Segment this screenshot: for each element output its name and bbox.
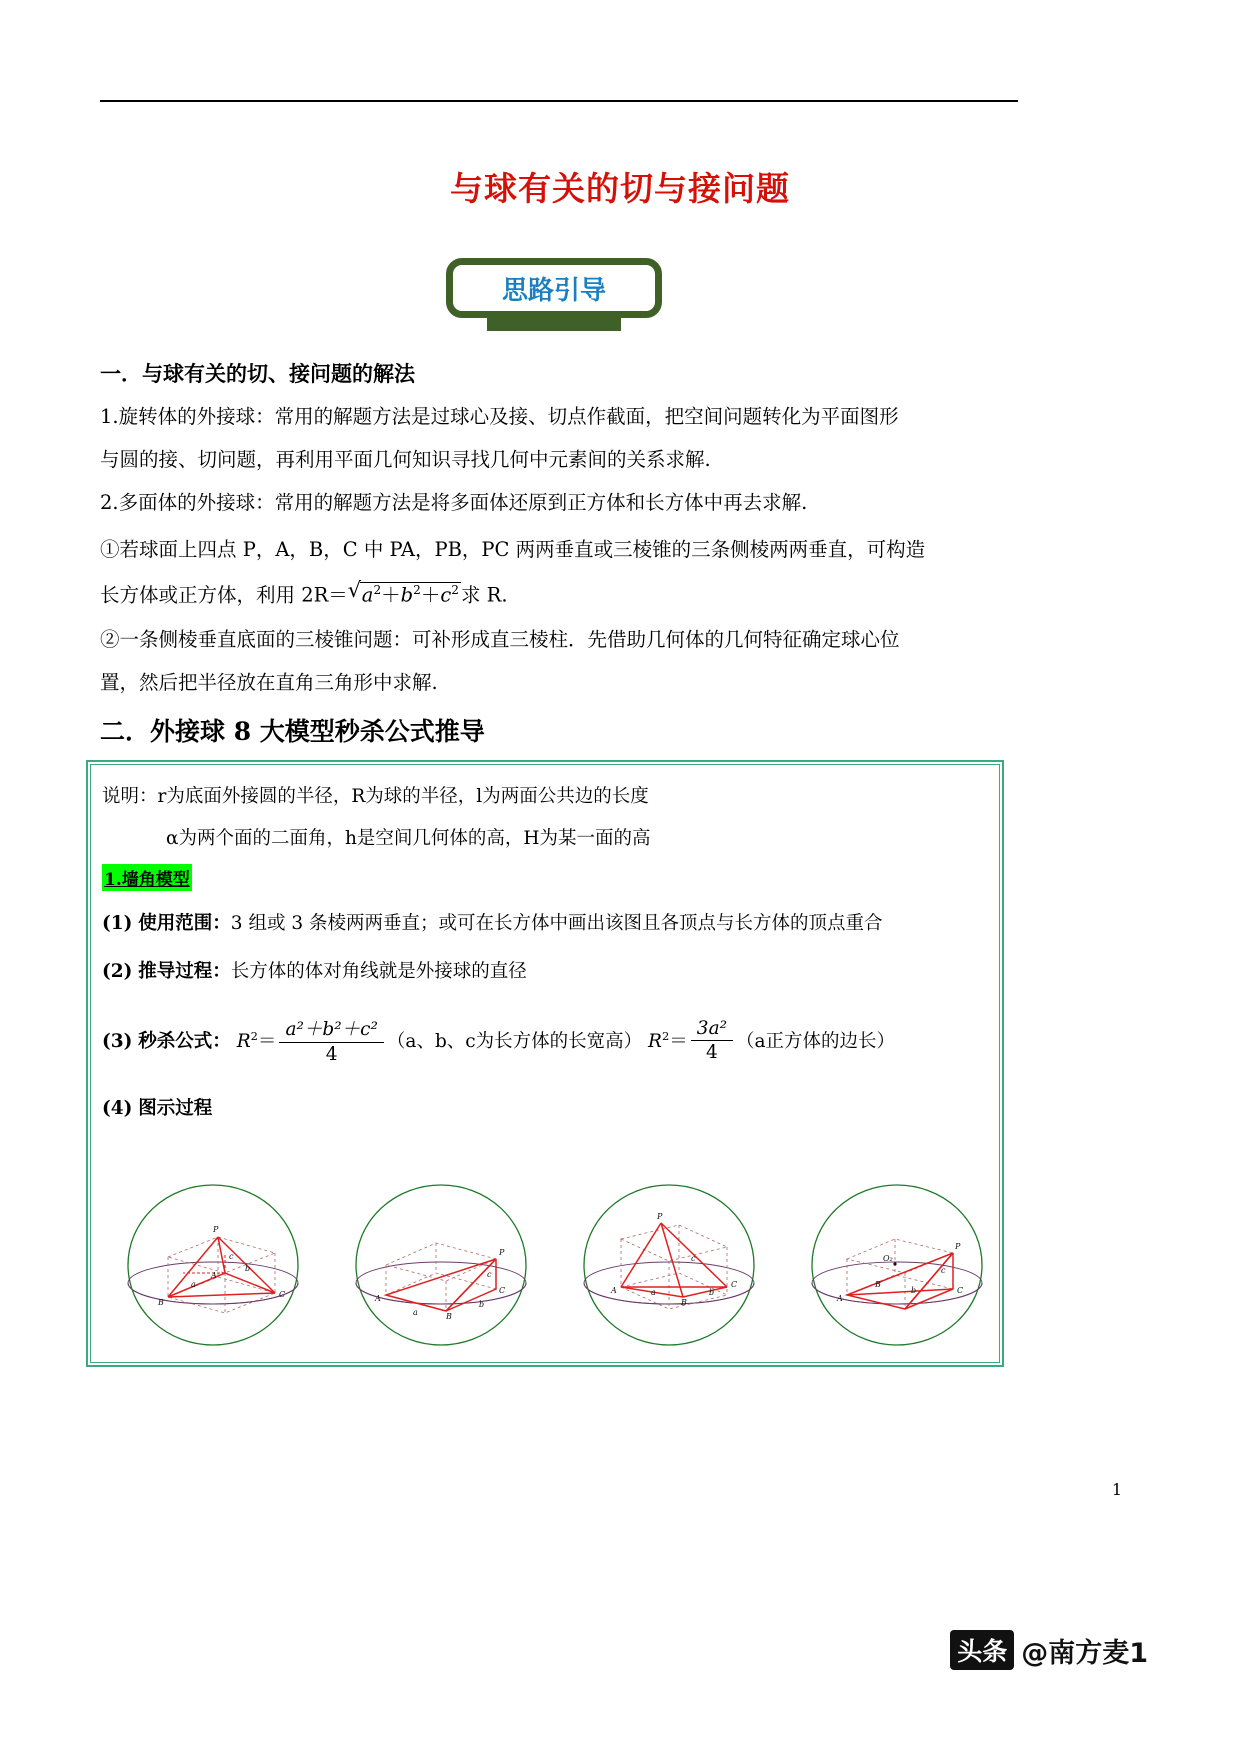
header-rule (100, 100, 1018, 102)
formula3-eq-1: ＝ (257, 1031, 277, 1052)
label-c: c (691, 1254, 696, 1263)
diagram-1 (128, 1185, 298, 1345)
panel-item-3 (102, 1017, 895, 1067)
formula3-lhs-2: R (648, 1031, 662, 1052)
section-one-heading: 一．与球有关的切、接问题的解法 (100, 361, 415, 386)
formula3-lhs1-exp: 2 (250, 1028, 258, 1043)
item-2-num: (2) (102, 961, 133, 982)
label-P: P (955, 1242, 961, 1251)
section-badge (446, 258, 666, 336)
section-two-heading: 二．外接球 8 大模型秒杀公式推导 (100, 717, 485, 746)
formula-line-2R (100, 582, 1020, 605)
formula3-lhs-1: R (236, 1031, 251, 1052)
label-C: C (731, 1280, 738, 1289)
radicand-a: a (361, 583, 374, 607)
label-C: C (279, 1290, 286, 1299)
label-B: B (158, 1298, 164, 1307)
label-A: A (611, 1286, 617, 1295)
radicand: $a^2+b^2+c^2$ (361, 583, 459, 607)
paragraph-4: ①若球面上四点 P，A，B，C 中 PA，PB，PC 两两垂直或三棱锥的三条侧棱两两垂直，可构造 (100, 538, 926, 561)
label-B: B (875, 1280, 881, 1289)
paragraph-6: 置，然后把半径放在直角三角形中求解. (100, 671, 438, 694)
page-number: 1 (1111, 1480, 1122, 1499)
formula3-num-1: a²＋b²＋c² (279, 1015, 383, 1043)
formula-prefix: 长方体或正方体，利用 2R＝ (100, 583, 348, 607)
radicand-c: c (440, 583, 452, 607)
watermark-logo: 头条 (950, 1630, 1014, 1670)
item-2-body: 长方体的体对角线就是外接球的直径 (230, 961, 527, 982)
label-A: A (211, 1271, 217, 1280)
paragraph-3: 2.多面体的外接球：常用的解题方法是将多面体还原到正方体和长方体中再去求解. (100, 491, 808, 514)
label-b: b (911, 1286, 917, 1295)
label-A: A (375, 1294, 381, 1303)
label-a: a (413, 1308, 418, 1317)
label-c: c (941, 1266, 946, 1275)
diagram-2 (356, 1185, 526, 1345)
watermark-text: @南方麦1 (1021, 1637, 1148, 1669)
item-3-title: 秒杀公式： (138, 1031, 231, 1052)
paragraph-5: ②一条侧棱垂直底面的三棱锥问题：可补形成直三棱柱．先借助几何体的几何特征确定球心位 (100, 628, 900, 651)
sqrt-symbol (348, 582, 461, 605)
formula-panel (86, 760, 1004, 1367)
label-b: b (245, 1264, 251, 1273)
exp-a: 2 (373, 583, 382, 597)
formula3-den-2: 4 (706, 1041, 718, 1063)
radicand-b: b (400, 583, 414, 607)
model-label-highlight: 1.墙角模型 (102, 864, 192, 891)
formula3-num-2: 3a² (691, 1018, 733, 1041)
page-title: 与球有关的切与接问题 (450, 169, 790, 208)
diagram-svg (108, 1177, 986, 1352)
item-1-num: (1) (102, 913, 133, 934)
item-4-num: (4) (102, 1098, 133, 1119)
label-c: c (487, 1270, 492, 1279)
panel-note-line-1: 说明：r为底面外接圆的半径，R为球的半径，l为两面公共边的长度 (102, 786, 649, 807)
exp-c: 2 (451, 583, 459, 597)
panel-item-4 (102, 1094, 212, 1120)
formula3-note-1: （a、b、c为长方体的长宽高） (386, 1031, 643, 1052)
item-3-num: (3) (102, 1031, 133, 1052)
formula3-fraction-1 (279, 1015, 383, 1065)
badge-underbar (487, 315, 621, 331)
label-B: B (446, 1312, 452, 1321)
paragraph-2: 与圆的接、切问题，再利用平面几何知识寻找几何中元素间的关系求解. (100, 448, 711, 471)
panel-item-2 (102, 957, 527, 983)
panel-note-line-2: α为两个面的二面角，h是空间几何体的高，H为某一面的高 (166, 828, 651, 849)
label-b: b (709, 1288, 715, 1297)
label-P: P (213, 1225, 219, 1234)
diagram-strip (108, 1177, 986, 1352)
label-a: a (651, 1288, 656, 1297)
label-b: b (479, 1300, 485, 1309)
item-4-title: 图示过程 (138, 1098, 213, 1119)
badge-label: 思路引导 (501, 275, 606, 306)
formula3-eq-2: ＝ (669, 1031, 688, 1052)
item-1-title: 使用范围： (138, 913, 231, 934)
paragraph-1: 1.旋转体的外接球：常用的解题方法是过球心及接、切点作截面，把空间问题转化为平面图形 (100, 405, 899, 428)
formula3-lhs2-exp: 2 (661, 1028, 670, 1043)
label-P: P (499, 1248, 505, 1257)
panel-item-1 (102, 909, 882, 935)
item-2-title: 推导过程： (138, 961, 231, 982)
item-1-body: 3 组或 3 条棱两两垂直；或可在长方体中画出该图且各顶点与长方体的顶点重合 (230, 913, 883, 934)
formula3-den-1: 4 (325, 1044, 338, 1065)
formula3-note-2: （a正方体的边长） (736, 1031, 896, 1052)
label-c: c (229, 1252, 234, 1261)
label-C: C (499, 1286, 506, 1295)
formula3-fraction-2 (691, 1018, 733, 1063)
watermark (950, 1630, 1148, 1670)
formula-suffix: 求 R. (460, 583, 508, 607)
label-A: A (837, 1294, 843, 1303)
diagram-4 (812, 1185, 982, 1345)
label-P: P (657, 1212, 663, 1221)
label-C: C (957, 1286, 964, 1295)
exp-b: 2 (413, 583, 421, 597)
label-a: a (191, 1280, 196, 1289)
diagram-3 (584, 1185, 754, 1345)
label-O2: O₂ (883, 1254, 893, 1263)
label-B: B (681, 1298, 687, 1307)
